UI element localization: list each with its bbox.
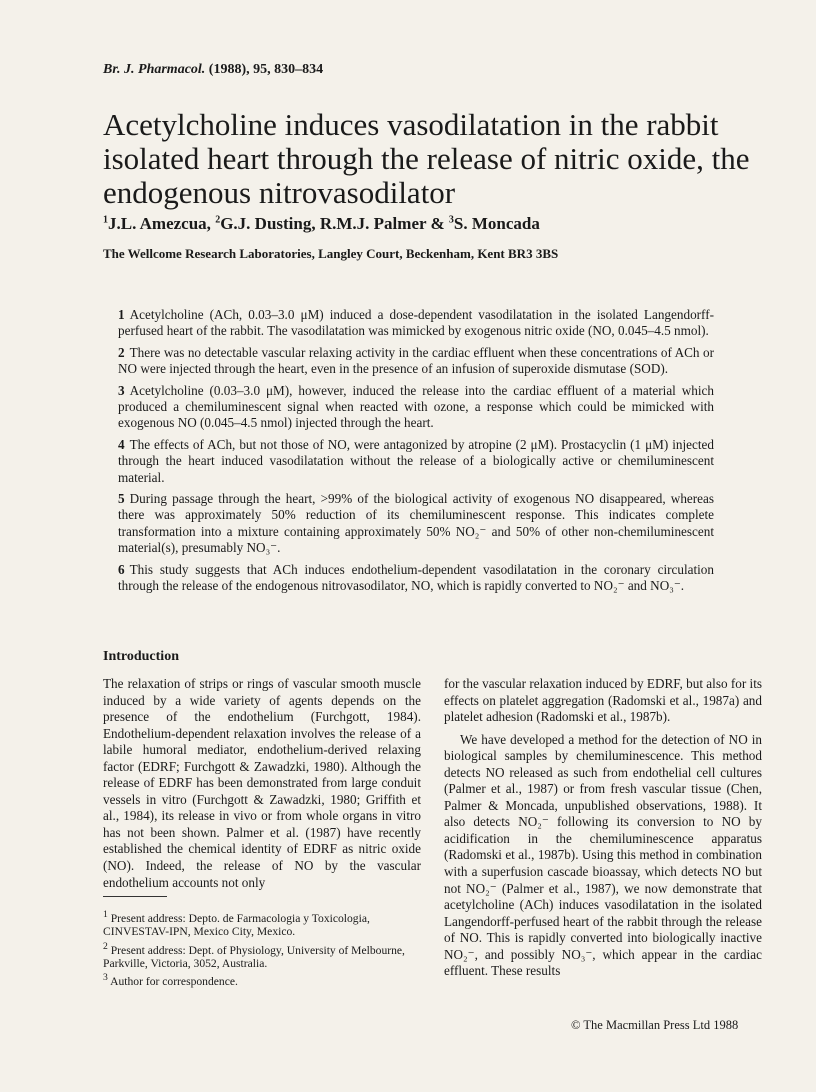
abstract-item-number: 3	[118, 382, 125, 398]
footnote-marker: 1	[103, 909, 108, 920]
column-right	[444, 676, 762, 980]
footnote	[103, 940, 421, 971]
journal-year: (1988),	[208, 62, 250, 77]
abstract-item-number: 6	[118, 561, 125, 577]
abstract-item	[118, 437, 714, 486]
copyright-notice: © The Macmillan Press Ltd 1988	[571, 1018, 739, 1032]
author-3: S. Moncada	[453, 214, 540, 233]
abstract-item-number: 5	[118, 491, 125, 507]
abstract-item-text: This study suggests that ACh induces endothelium-dependent vasodilatation in the coronary circulation through the release of the endogenous nitrovasodilator, NO, which is rapidly converted to NO₂⁻ and NO₃⁻.	[118, 561, 714, 594]
abstract-item-number: 1	[118, 307, 125, 322]
abstract-item	[118, 491, 714, 557]
journal-name: Br. J. Pharmacol.	[103, 62, 206, 77]
footnote	[103, 908, 421, 939]
author-1: J.L. Amezcua,	[108, 214, 216, 233]
abstract-item-text: Acetylcholine (0.03–3.0 μM), however, induced the release into the cardiac effluent of a material which produced a chemiluminescent signal when reacted with ozone, a response which could be mimicked with exogenous NO (0.045–4.5 nmol) injected through the heart.	[118, 382, 714, 431]
abstract-item-text: Acetylcholine (ACh, 0.03–3.0 μM) induced a dose-dependent vasodilatation in the isolated Langendorff-perfused heart of the rabbit. The vasodilatation was mimicked by exogenous nitric oxide (NO, 0.045–4.5 nmol).	[118, 307, 714, 339]
footnote	[103, 971, 421, 988]
footnote-text: Present address: Depto. de Farmacologia y Toxicologia, CINVESTAV-IPN, Mexico City, Mexico.	[103, 911, 370, 939]
author-list	[103, 214, 540, 234]
affiliation: The Wellcome Research Laboratories, Langley Court, Beckenham, Kent BR3 3BS	[103, 246, 559, 261]
abstract-item-text: The effects of ACh, but not those of NO, were antagonized by atropine (2 μM). Prostacyclin (1 μM) injected through the heart induced vasodilatation without the release of a biologically active or chemiluminescent material.	[118, 436, 714, 485]
author-3-marker: 3	[448, 214, 454, 226]
abstract-item-text: There was no detectable vascular relaxing activity in the cardiac effluent when these concentrations of ACh or NO were injected through the heart, even in the presence of an infusion of superoxide dismutase (SOD).	[118, 344, 714, 377]
abstract-item-text: During passage through the heart, >99% of the biological activity of exogenous NO disappeared, whereas there was approximately 50% reduction of its chemiluminescent response. This indicates complete transformation into a mixture containing approximately 50% NO₂⁻ and 50% of other non-chemiluminescent material(s), presumably NO₃⁻.	[118, 491, 714, 556]
footnote-text: Author for correspondence.	[110, 975, 238, 989]
abstract	[118, 307, 714, 600]
column-left	[103, 676, 421, 891]
author-1-marker: 1	[103, 214, 108, 226]
abstract-item	[118, 345, 714, 378]
journal-volume: 95,	[253, 62, 271, 77]
footnote-text: Present address: Dept. of Physiology, University of Melbourne, Parkville, Victoria, 3052, Australia.	[103, 943, 405, 970]
footnote-marker: 3	[103, 972, 108, 984]
abstract-item-number: 2	[118, 344, 125, 360]
abstract-item	[118, 307, 714, 340]
footnotes	[103, 908, 421, 990]
abstract-item	[118, 383, 714, 432]
footnote-divider	[103, 896, 167, 897]
abstract-item	[118, 562, 714, 595]
author-2-marker: 2	[215, 214, 221, 226]
intro-paragraph: We have developed a method for the detection of NO in biological samples by chemiluminescence. This method detects NO released as such from endothelial cell cultures (Palmer et al., 1987) or from fresh vascular tissue (Chen, Palmer & Moncada, unpublished observations, 1988). It also detects NO₂⁻ following its conversion to NO by acidification in the chemiluminescence apparatus (Radomski et al., 1987b). Using this method in combination with a superfusion cascade bioassay, which detects NO but not NO₂⁻ (Palmer et al., 1987), we now demonstrate that acetylcholine (ACh) induces vasodilatation in the isolated Langendorff-perfused heart of the rabbit through the release of NO. This is rapidly converted into biologically inactive NO₂⁻, and possibly NO₃⁻, which appear in the cardiac effluent. These results	[444, 731, 762, 979]
abstract-item-number: 4	[118, 436, 125, 452]
journal-citation	[103, 62, 323, 78]
intro-paragraph: for the vascular relaxation induced by EDRF, but also for its effects on platelet aggregation (Radomski et al., 1987a) and platelet adhesion (Radomski et al., 1987b).	[444, 676, 762, 725]
intro-paragraph: The relaxation of strips or rings of vascular smooth muscle induced by a wide variety of agents depends on the presence of the endothelium (Furchgott, 1984). Endothelium-dependent relaxation involves the release of a labile humoral mediator, endothelium-derived relaxing factor (EDRF; Furchgott & Zawadzki, 1980). Although the release of EDRF has been demonstrated from large conduit vessels in vitro (Furchgott & Zawadzki, 1980; Griffith et al., 1984), its release in vivo or from whole organs in vitro has not been shown. Palmer et al. (1987) have recently established the chemical identity of EDRF as nitric oxide (NO). Indeed, the release of NO by the vascular endothelium accounts not only	[103, 676, 421, 890]
title-line: endogenous nitrovasodilator	[103, 175, 456, 210]
footnote-marker: 2	[103, 940, 108, 952]
author-2: G.J. Dusting, R.M.J. Palmer &	[220, 214, 449, 233]
paper-title	[103, 108, 763, 210]
journal-pages: 830–834	[274, 62, 324, 77]
title-line: isolated heart through the release of nitric oxide, the	[103, 141, 750, 176]
title-line: Acetylcholine induces vasodilatation in the rabbit	[103, 107, 719, 142]
section-heading-introduction: Introduction	[103, 649, 179, 664]
